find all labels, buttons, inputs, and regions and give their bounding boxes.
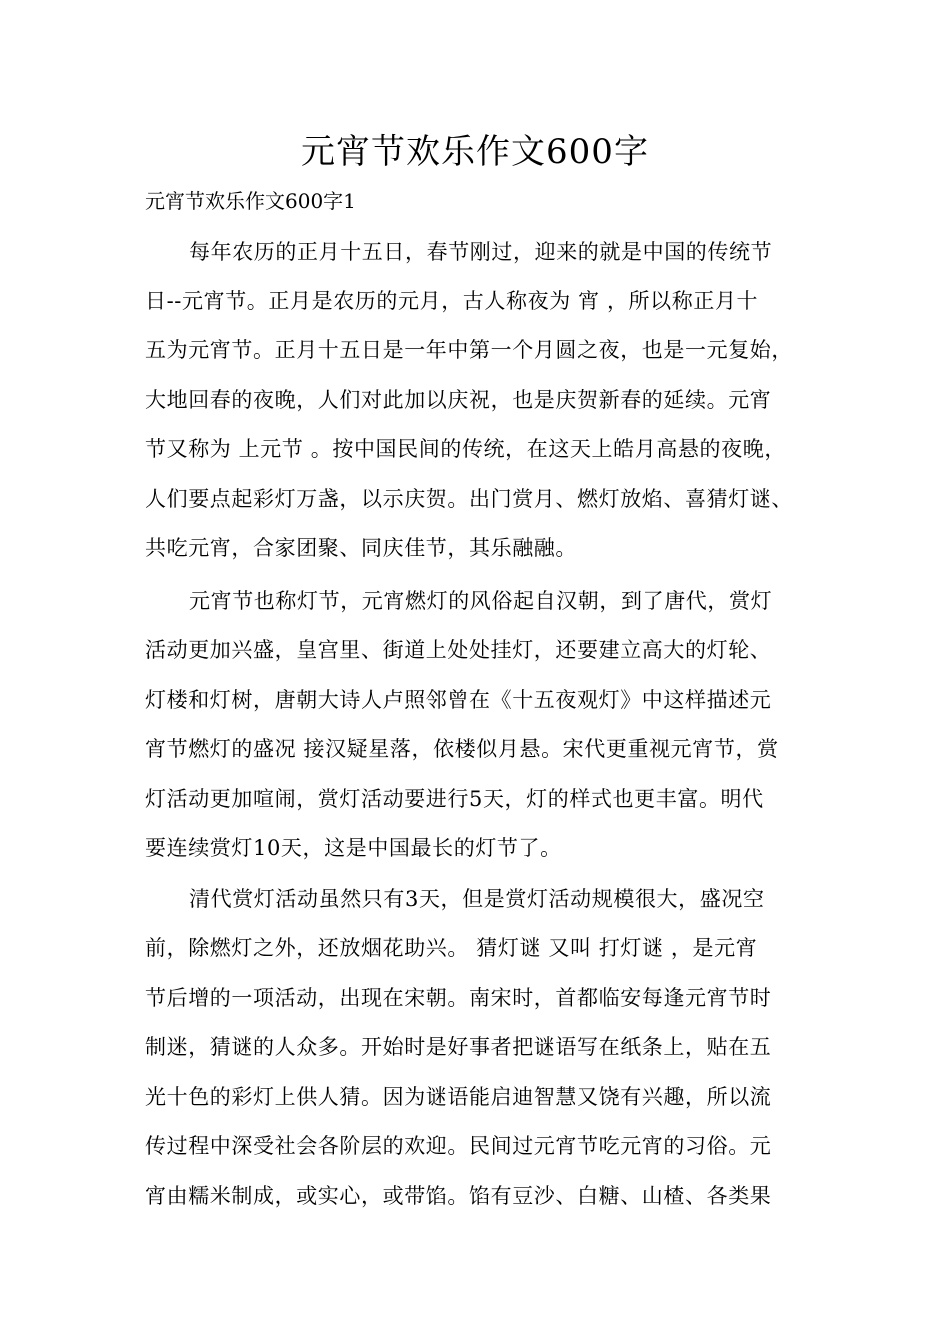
text-line: 每年农历的正月十五日，春节刚过，迎来的就是中国的传统节 [189, 240, 773, 264]
text-line: 五为元宵节。正月十五日是一年中第一个月圆之夜，也是一元复始， [145, 338, 793, 362]
text-line: 宵节燃灯的盛况 接汉疑星落，依楼似月悬。宋代更重视元宵节，赏 [145, 737, 779, 761]
text-line: 大地回春的夜晚，人们对此加以庆祝，也是庆贺新春的延续。元宵 [145, 388, 772, 412]
text-line: 要连续赏灯10天，这是中国最长的灯节了。 [145, 836, 562, 860]
text-line: 宵由糯米制成，或实心，或带馅。馅有豆沙、白糖、山楂、各类果 [145, 1184, 772, 1208]
text-line: 传过程中深受社会各阶层的欢迎。民间过元宵节吃元宵的习俗。元 [145, 1134, 772, 1158]
document-title: 元宵节欢乐作文600字 [301, 132, 649, 172]
text-line: 清代赏灯活动虽然只有3天，但是赏灯活动规模很大，盛况空 [189, 887, 765, 911]
text-line: 前，除燃灯之外，还放烟花助兴。 猜灯谜 又叫 打灯谜 ，是元宵 [145, 936, 758, 960]
text-line: 节又称为 上元节 。按中国民间的传统，在这天上皓月高悬的夜晚， [145, 437, 786, 461]
text-line: 灯活动更加喧闹，赏灯活动要进行5天，灯的样式也更丰富。明代 [145, 787, 764, 811]
text-line: 光十色的彩灯上供人猜。因为谜语能启迪智慧又饶有兴趣，所以流 [145, 1085, 772, 1109]
text-line: 共吃元宵，合家团聚、同庆佳节，其乐融融。 [145, 536, 577, 560]
text-line: 日--元宵节。正月是农历的元月，古人称夜为 宵 ，所以称正月十 [145, 289, 759, 313]
text-line: 制迷，猜谜的人众多。开始时是好事者把谜语写在纸条上，贴在五 [145, 1035, 772, 1059]
text-line: 灯楼和灯树，唐朝大诗人卢照邻曾在《十五夜观灯》中这样描述元 [145, 688, 772, 712]
section-heading: 元宵节欢乐作文600字1 [145, 189, 356, 213]
text-line: 人们要点起彩灯万盏，以示庆贺。出门赏月、燃灯放焰、喜猜灯谜、 [145, 487, 793, 511]
text-line: 元宵节也称灯节，元宵燃灯的风俗起自汉朝，到了唐代，赏灯 [189, 589, 773, 613]
text-line: 活动更加兴盛，皇宫里、街道上处处挂灯，还要建立高大的灯轮、 [145, 638, 772, 662]
text-line: 节后增的一项活动，出现在宋朝。南宋时，首都临安每逢元宵节时 [145, 986, 772, 1010]
